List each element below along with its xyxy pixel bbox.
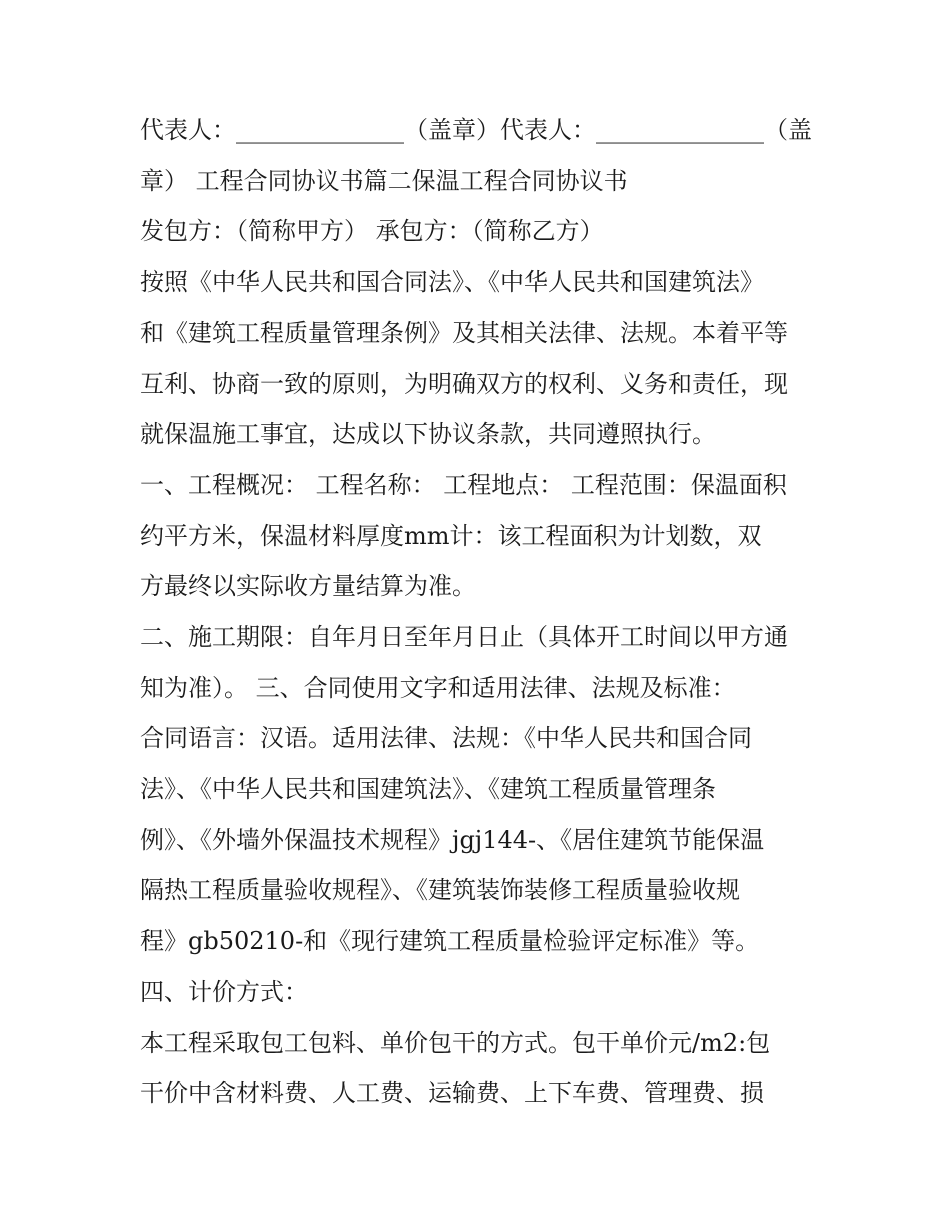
text-line-6: 互利、协商一致的原则，为明确双方的权利、义务和责任，现: [140, 370, 788, 398]
text-line-19: 本工程采取包工包料、单价包干的方式。包干单价元/m2:包: [140, 1029, 771, 1057]
text-line-18: 四、计价方式：: [140, 978, 308, 1006]
text-line-7: 就保温施工事宜，达成以下协议条款，共同遵照执行。: [140, 420, 716, 448]
text-line-16: 隔热工程质量验收规程》、《建筑装饰装修工程质量验收规: [140, 876, 740, 904]
text-line-20: 干价中含材料费、人工费、运输费、上下车费、管理费、损: [140, 1079, 764, 1107]
text-line-17: 程》gb50210-和《现行建筑工程质量检验评定标准》等。: [140, 927, 760, 955]
text-line-5: 和《建筑工程质量管理条例》及其相关法律、法规。本着平等: [140, 319, 788, 347]
text-line-2: 章） 工程合同协议书篇二保温工程合同协议书: [140, 167, 628, 195]
text-line-11: 二、施工期限：自年月日至年月日止（具体开工时间以甲方通: [140, 623, 788, 651]
text-line-10: 方最终以实际收方量结算为准。: [140, 572, 476, 600]
text-line-9: 约平方米，保温材料厚度mm计：该工程面积为计划数，双: [140, 522, 762, 550]
text-line-1: 代表人：______________（盖章）代表人：______________（盖: [140, 116, 812, 144]
text-line-3: 发包方：（简称甲方） 承包方：（简称乙方）: [140, 217, 604, 245]
text-line-8: 一、工程概况： 工程名称： 工程地点： 工程范围：保温面积: [140, 471, 787, 499]
text-line-15: 例》、《外墙外保温技术规程》jgj144-、《居住建筑节能保温: [140, 826, 765, 854]
text-line-13: 合同语言：汉语。适用法律、法规：《中华人民共和国合同: [140, 724, 752, 752]
text-line-14: 法》、《中华人民共和国建筑法》、《建筑工程质量管理条: [140, 775, 716, 803]
text-line-4: 按照《中华人民共和国合同法》、《中华人民共和国建筑法》: [140, 268, 764, 296]
text-line-12: 知为准）。 三、合同使用文字和适用法律、法规及标准：: [140, 674, 736, 702]
